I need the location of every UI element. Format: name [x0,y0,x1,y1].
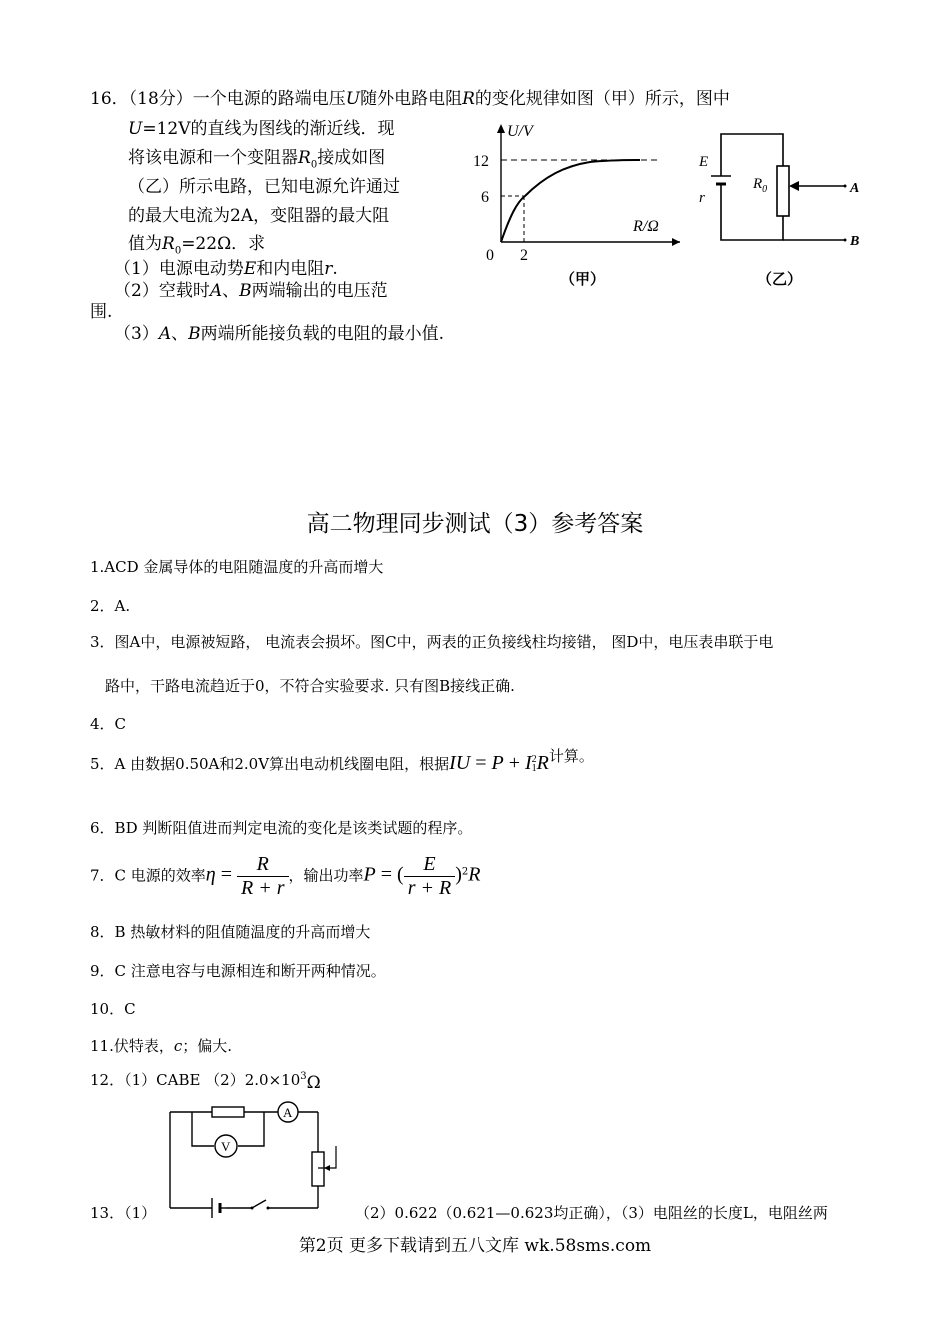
answer-4: 4．C [90,715,127,733]
circuit-caption: （乙） [757,272,803,288]
rheostat-R0 [777,166,789,216]
problem16-line3: 将该电源和一个变阻器$R_0$接成如图 [128,148,386,171]
problem16-line4: （乙）所示电路，已知电源允许通过 [128,177,400,197]
switch [252,1200,266,1208]
answers-title: 高二物理同步测试（3）参考答案 [306,511,644,537]
efficiency-fraction: $\frac{R}{R + r}$ [237,853,289,900]
x-tick-2: 2 [520,247,528,264]
answer-10: 10．C [90,1000,136,1018]
wire-bottom [721,202,783,240]
label-A: A [850,181,860,196]
question-2-cont: 围. [90,302,113,322]
y-tick-12: 12 [473,153,489,170]
x-axis-arrow [672,238,680,246]
slider-arrow [789,181,799,191]
answer13-circuit [160,1100,345,1220]
problem16-line2: U=12V的直线为图线的渐近线．现 [128,119,395,139]
answer-3-line1: 3．图A中，电源被短路， 电流表会损坏。图C中，两表的正负接线柱均接错， 图D中，电压表串联于电 [90,633,774,651]
answer-1: 1.ACD 金属导体的电阻随温度的升高而增大 [90,558,384,576]
y-axis-arrow [497,124,505,133]
circuit-yi [695,128,870,290]
answer-8: 8．B 热敏材料的阻值随温度的升高而增大 [90,923,371,941]
x-axis-label: R/Ω [633,218,659,235]
label-R0: $R_0$ [753,176,768,195]
problem16-line1: 16．（18分）一个电源的路端电压U随外电路电阻R的变化规律如图（甲）所示，图中 [90,89,730,109]
label-r: r [699,190,705,206]
label-B: B [850,234,860,249]
rheostat [312,1152,324,1186]
power-formula: IU = P + I 2 1 R [449,752,549,775]
y-axis-label: U/V [507,123,533,140]
graph-caption: （甲） [560,272,606,288]
answer-5: 5．A 由数据0.50A和2.0V算出电动机线圈电阻，根据IU = P + I 2 1 R计算。 [90,747,594,775]
u-r-curve [501,160,640,242]
question-1: （1）电源电动势E和内电阻r. [114,259,338,279]
answer-2: 2．A. [90,597,131,615]
question-2: （2）空载时A、B两端输出的电压范 [114,281,388,301]
ammeter-label: A [283,1105,293,1120]
problem16-line6: 值为$R_0=22\Omega$．求 [128,234,266,257]
y-tick-6: 6 [481,189,489,206]
page-footer: 第2页 更多下载请到五八文库 wk.58sms.com [298,1236,652,1256]
answer-6: 6．BD 判断阻值进而判定电流的变化是该类试题的程序。 [90,819,473,837]
origin-label: 0 [486,247,494,264]
answer-11: 11.伏特表，c；偏大. [90,1037,233,1055]
question-3: （3）A、B两端所能接负载的电阻的最小值. [114,324,445,344]
resistor [212,1107,244,1117]
answer-7: 7．C 电源的效率η = $\frac{R}{R + r}$ ，输出功率P = ( $\frac{E}{r + R}$ )$^2$R [90,853,481,899]
answer-12: 12．（1）CABE $(2)2.0\times 10^3\Omega$ [90,1071,321,1093]
answer-13-label: 13．（1） [90,1204,157,1222]
graph-jia [465,118,685,290]
wire-top [721,134,783,168]
answer-9: 9．C 注意电容与电源相连和断开两种情况。 [90,962,386,980]
power-fraction: $\frac{E}{r + R}$ [404,853,456,900]
voltmeter-label: V [221,1139,231,1154]
problem16-line5: 的最大电流为2A，变阻器的最大阻 [128,206,390,226]
answer-13-text: （2）0.622（0.621—0.623均正确），（3）电阻丝的长度L，电阻丝两 [355,1204,828,1222]
label-E: E [699,154,709,170]
answer-3-line2: 路中，干路电流趋近于0，不符合实验要求. 只有图B接线正确. [105,677,515,695]
